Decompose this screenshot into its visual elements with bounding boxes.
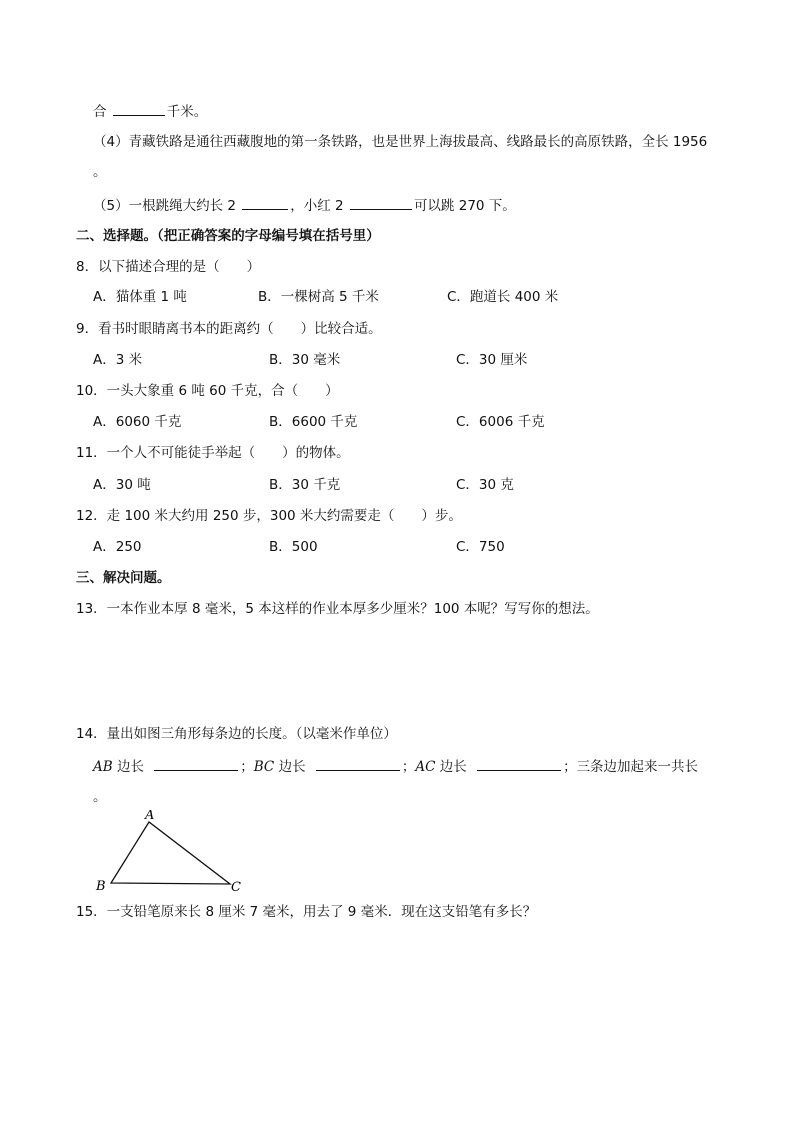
q8-stem: 8．以下描述合理的是（ ）	[76, 259, 261, 275]
q14-stem: 14．量出如图三角形每条边的长度。（以毫米作单位）	[76, 726, 397, 742]
q7-blank-2[interactable]	[242, 196, 288, 210]
q12-stem: 12．走 100 米大约用 250 步，300 米大约需要走（ ）步。	[76, 508, 462, 524]
q7-item5: （5）一根跳绳大约长 2 ，小红 2 可以跳 270 下。	[93, 198, 516, 214]
q14-blank-bc[interactable]	[316, 757, 400, 771]
triangle-figure	[90, 810, 250, 900]
q7-blank-1[interactable]	[113, 102, 165, 116]
q11-option-c[interactable]: C．30 克	[456, 477, 514, 493]
q11-option-a[interactable]: A．30 吨	[93, 477, 151, 493]
q8-option-b[interactable]: B．一棵树高 5 千米	[258, 289, 379, 305]
q7-item4-end: 。	[93, 164, 107, 180]
q14-blank-ac[interactable]	[477, 757, 561, 771]
section3-title: 三、解决问题。	[76, 570, 171, 586]
q9-stem: 9．看书时眼睛离书本的距离约（ ）比较合适。	[76, 321, 382, 337]
q12-option-b[interactable]: B．500	[269, 539, 318, 555]
q10-option-c[interactable]: C．6006 千克	[456, 414, 545, 430]
q7-item4: （4）青藏铁路是通往西藏腹地的第一条铁路，也是世界上海拔最高、线路最长的高原铁路，全长 1956	[93, 134, 708, 150]
q12-option-c[interactable]: C．750	[456, 539, 505, 555]
q14-answer-line: AB 边长 ；BC 边长 ；AC 边长 ；三条边加起来一共长	[93, 759, 699, 775]
q14-blank-ab[interactable]	[154, 757, 238, 771]
q7-blank-3[interactable]	[350, 196, 412, 210]
q10-stem: 10．一头大象重 6 吨 60 千克，合（ ）	[76, 383, 339, 399]
q9-option-a[interactable]: A．3 米	[93, 352, 143, 368]
q12-option-a[interactable]: A．250	[93, 539, 142, 555]
vertex-label-c: C	[231, 880, 241, 895]
section2-title: 二、选择题。（把正确答案的字母编号填在括号里）	[76, 228, 380, 244]
vertex-label-b: B	[96, 879, 106, 894]
vertex-label-a: A	[145, 810, 155, 823]
q9-option-c[interactable]: C．30 厘米	[456, 352, 528, 368]
q13-stem: 13．一本作业本厚 8 毫米，5 本这样的作业本厚多少厘米？100 本呢？写写你的想法。	[76, 601, 599, 617]
q11-stem: 11．一个人不可能徒手举起（ ）的物体。	[76, 445, 350, 461]
triangle-shape	[111, 822, 230, 884]
q11-option-b[interactable]: B．30 千克	[269, 477, 341, 493]
q14-end: 。	[93, 789, 107, 805]
q9-option-b[interactable]: B．30 毫米	[269, 352, 341, 368]
q8-option-c[interactable]: C．跑道长 400 米	[447, 289, 559, 305]
q15-stem: 15．一支铅笔原来长 8 厘米 7 毫米，用去了 9 毫米．现在这支铅笔有多长？	[76, 904, 537, 920]
q7-line3: 合 千米。	[93, 104, 208, 120]
q10-option-a[interactable]: A．6060 千克	[93, 414, 182, 430]
q10-option-b[interactable]: B．6600 千克	[269, 414, 358, 430]
q8-option-a[interactable]: A．猫体重 1 吨	[93, 289, 187, 305]
